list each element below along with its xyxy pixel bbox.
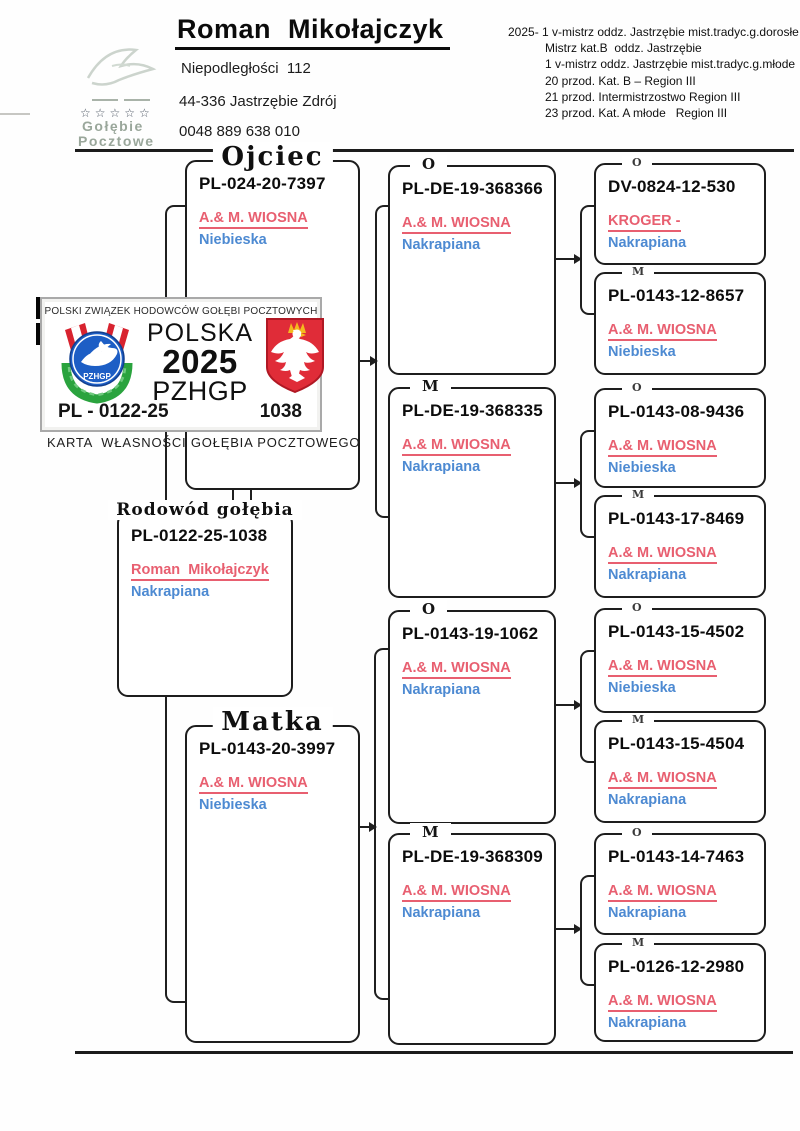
owner-name: A.& M. WIOSNA <box>608 770 717 789</box>
great-grandparent-box <box>594 156 766 265</box>
father-title: Ojciec <box>212 142 332 172</box>
achievements-list <box>508 24 800 121</box>
card-ring-prefix: PL - 0122-25 <box>58 401 169 422</box>
ring-number: PL-0143-17-8469 <box>608 509 745 528</box>
achievement-line: 21 przod. Intermistrzostwo Region III <box>545 89 741 104</box>
great-grandparent-box <box>594 826 766 935</box>
grandparent-box <box>388 600 556 824</box>
sex-label: O <box>622 156 652 169</box>
owner-name: A.& M. WIOSNA <box>402 437 511 456</box>
subject-title: Rodowód gołębia <box>107 500 302 520</box>
pigeon-color: Niebieska <box>608 344 676 360</box>
ring-number: PL-0143-14-7463 <box>608 847 745 866</box>
pigeon-color: Nakrapiana <box>402 459 481 475</box>
owner-name: A.& M. WIOSNA <box>608 883 717 902</box>
owner-name: A.& M. WIOSNA <box>608 438 717 457</box>
owner-name: Roman Mikołajczyk <box>131 562 269 581</box>
ring-number: PL-024-20-7397 <box>199 174 326 193</box>
ring-number: PL-0126-12-2980 <box>608 957 745 976</box>
pigeon-color: Nakrapiana <box>608 1015 687 1031</box>
arrowhead-icon <box>369 822 377 832</box>
scan-artifact <box>0 113 30 115</box>
sex-label: M <box>622 936 654 949</box>
sex-label: O <box>410 600 447 618</box>
sex-label: M <box>410 377 451 395</box>
year-label: 2025 <box>162 343 238 380</box>
gp4-bracket <box>580 875 595 986</box>
grandparent-box <box>388 823 556 1045</box>
great-grandparent-box <box>594 488 766 598</box>
grandparent-box <box>388 377 556 598</box>
ring-number: PL-0143-12-8657 <box>608 286 745 305</box>
arrowhead-icon <box>574 478 582 488</box>
achievement-line: 2025- 1 v-mistrz oddz. Jastrzębie mist.tradyc.g.dorosłe <box>508 25 799 39</box>
ring-number: PL-DE-19-368366 <box>402 179 543 198</box>
address-street: Niepodległości 112 <box>181 60 311 77</box>
great-grandparent-box <box>594 713 766 823</box>
breeder-name: Roman Mikołajczyk <box>175 14 450 50</box>
header-rule <box>75 149 794 152</box>
owner-name: A.& M. WIOSNA <box>608 545 717 564</box>
sex-label: O <box>410 155 447 173</box>
gp1-bracket <box>580 205 595 315</box>
arrowhead-icon <box>574 254 582 264</box>
sex-label: M <box>622 713 654 726</box>
pigeon-color: Niebieska <box>199 797 267 813</box>
owner-name: A.& M. WIOSNA <box>608 322 717 341</box>
subject-box <box>116 500 294 697</box>
sex-label: M <box>622 265 654 278</box>
pigeon-color: Niebieska <box>608 460 676 476</box>
owner-name: A.& M. WIOSNA <box>199 775 308 794</box>
ring-number: DV-0824-12-530 <box>608 177 736 196</box>
arrowhead-icon <box>370 356 378 366</box>
pigeon-color: Nakrapiana <box>608 792 687 808</box>
owner-name: A.& M. WIOSNA <box>199 210 308 229</box>
owner-name: A.& M. WIOSNA <box>402 883 511 902</box>
pigeon-color: Nakrapiana <box>402 905 481 921</box>
association-name: POLSKI ZWIĄZEK HODOWCÓW GOŁĘBI POCZTOWYCH <box>44 306 318 317</box>
card-ring-number: 1038 <box>259 401 302 422</box>
organization-label: PZHGP <box>152 376 248 406</box>
svg-text:PZHGP: PZHGP <box>83 372 111 381</box>
pigeon-color: Nakrapiana <box>131 584 210 600</box>
grandparent-box <box>388 155 556 375</box>
pigeon-color: Nakrapiana <box>608 567 687 583</box>
owner-name: A.& M. WIOSNA <box>608 658 717 677</box>
ring-number: PL-DE-19-368309 <box>402 847 543 866</box>
gp3-bracket <box>580 650 595 763</box>
logo-text-line2: Pocztowe <box>78 133 155 149</box>
pigeon-color: Nakrapiana <box>608 235 687 251</box>
logo-divider <box>124 99 150 101</box>
ring-number: PL-0143-19-1062 <box>402 624 539 643</box>
mother-box <box>185 707 360 1043</box>
ring-number: PL-0122-25-1038 <box>131 526 268 545</box>
pigeon-color: Niebieska <box>199 232 267 248</box>
ownership-card <box>40 297 322 432</box>
country-label: POLSKA <box>146 319 254 347</box>
sex-label: M <box>622 488 654 501</box>
ring-number: PL-0143-15-4504 <box>608 734 745 753</box>
achievement-line: 20 przod. Kat. B – Region III <box>545 73 696 88</box>
ring-number: PL-DE-19-368335 <box>402 401 543 420</box>
pzhgp-emblem-icon <box>58 321 136 412</box>
pigeon-color: Niebieska <box>608 680 676 696</box>
polish-eagle-icon <box>264 316 326 401</box>
card-center-text <box>142 320 258 405</box>
sex-label: M <box>410 823 451 841</box>
achievement-line: 1 v-mistrz oddz. Jastrzębie mist.tradyc.g.młode <box>545 57 796 72</box>
gp2-bracket <box>580 430 595 538</box>
pigeon-color: Nakrapiana <box>608 905 687 921</box>
mother-title: Matka <box>212 707 333 737</box>
pigeon-color: Nakrapiana <box>402 237 481 253</box>
owner-name: A.& M. WIOSNA <box>608 993 717 1012</box>
arrowhead-icon <box>574 924 582 934</box>
card-caption: KARTA WŁASNOŚCI GOŁĘBIA POCZTOWEGO <box>47 435 361 450</box>
great-grandparent-box <box>594 381 766 488</box>
sex-label: O <box>622 826 652 839</box>
owner-name: A.& M. WIOSNA <box>402 215 511 234</box>
logo-divider <box>92 99 118 101</box>
footer-rule <box>75 1051 793 1054</box>
phone-number: 0048 889 638 010 <box>179 123 300 140</box>
stars-icon: ☆☆☆☆☆ <box>80 106 154 120</box>
achievement-line: Mistrz kat.B oddz. Jastrzębie <box>545 41 702 56</box>
pigeon-color: Nakrapiana <box>402 682 481 698</box>
logo-text-line1: Gołębie <box>82 118 144 134</box>
ring-number: PL-0143-08-9436 <box>608 402 745 421</box>
owner-name: A.& M. WIOSNA <box>402 660 511 679</box>
ring-number: PL-0143-15-4502 <box>608 622 745 641</box>
owner-name: KROGER - <box>608 213 681 232</box>
sex-label: O <box>622 381 652 394</box>
pigeon-sketch-icon <box>78 36 166 101</box>
great-grandparent-box <box>594 936 766 1042</box>
ring-number: PL-0143-20-3997 <box>199 739 336 758</box>
great-grandparent-box <box>594 601 766 713</box>
arrowhead-icon <box>574 700 582 710</box>
great-grandparent-box <box>594 265 766 375</box>
achievement-line: 23 przod. Kat. A młode Region III <box>545 106 728 121</box>
sex-label: O <box>622 601 652 614</box>
address-city: 44-336 Jastrzębie Zdrój <box>179 93 337 110</box>
